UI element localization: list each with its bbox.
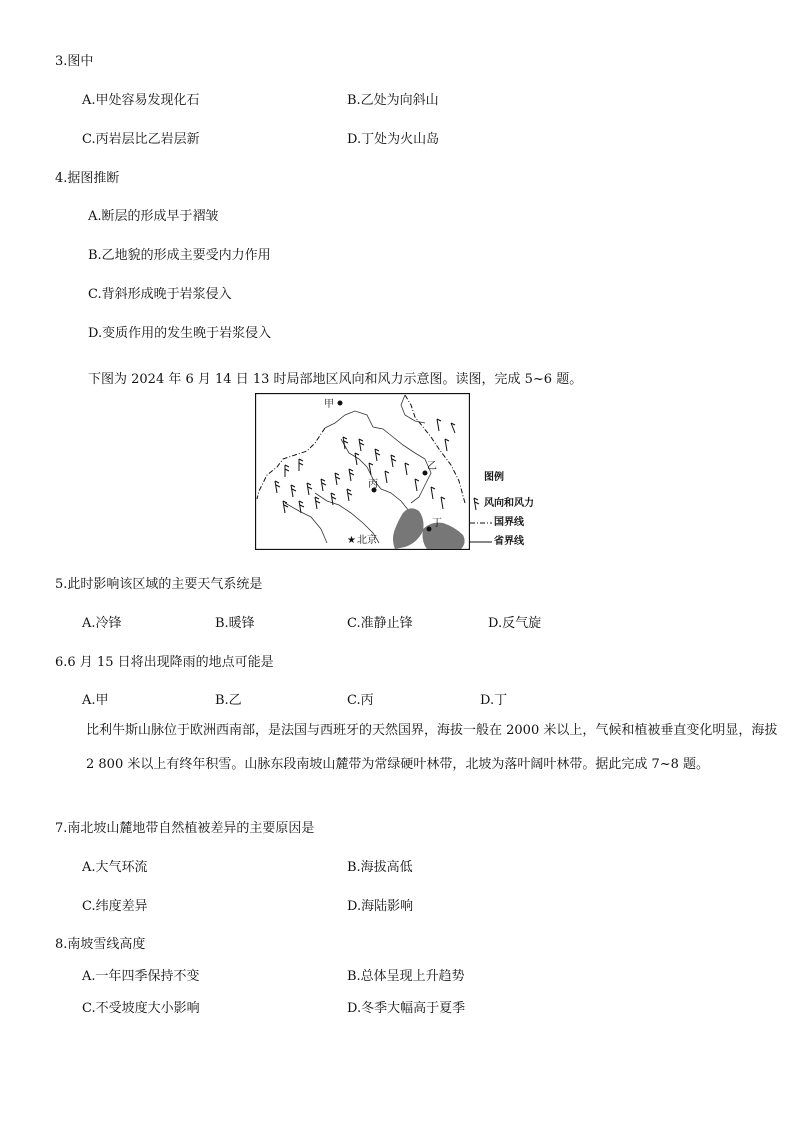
- q7-option-a[interactable]: A.大气环流: [82, 860, 148, 875]
- q3-option-b[interactable]: B.乙处为向斜山: [347, 93, 439, 108]
- q7-stem: 7.南北坡山麓地带自然植被差异的主要原因是: [55, 821, 315, 836]
- legend-wind: 风向和风力: [484, 498, 534, 509]
- legend-symbols: [468, 496, 498, 546]
- intro-7-8: 比利牛斯山脉位于欧洲西南部，是法国与西班牙的天然国界，海拔一般在 2000 米以上，气候和植被垂直变化明显，海拔 2 800 米以上有终年积雪。山脉东段南坡山麓带为常绿硬叶林带，北坡为落叶阔叶林带。据此完成 7~8 题。: [86, 723, 778, 772]
- q6-option-a[interactable]: A.甲: [82, 693, 109, 708]
- beijing-star-icon: ★: [347, 535, 356, 546]
- legend-national: 国界线: [494, 517, 524, 528]
- place-jia-dot: [338, 401, 343, 406]
- wind-map-figure: [255, 393, 470, 550]
- q5-option-d[interactable]: D.反气旋: [488, 616, 542, 631]
- place-jia-label: 甲: [324, 399, 334, 410]
- legend-provincial: 省界线: [494, 536, 524, 547]
- q4-stem: 4.据图推断: [55, 171, 120, 186]
- q6-option-d[interactable]: D.丁: [480, 693, 508, 708]
- place-bing-label: 丙: [368, 479, 378, 490]
- q3-option-a[interactable]: A.甲处容易发现化石: [82, 93, 200, 108]
- legend-wind-icon: [474, 498, 479, 510]
- q5-option-a[interactable]: A.冷锋: [82, 616, 122, 631]
- q8-option-b[interactable]: B.总体呈现上升趋势: [347, 969, 465, 984]
- q6-option-b[interactable]: B.乙: [215, 693, 242, 708]
- q5-stem: 5.此时影响该区域的主要天气系统是: [55, 577, 263, 592]
- q5-option-b[interactable]: B.暖锋: [215, 616, 255, 631]
- q8-option-c[interactable]: C.不受坡度大小影响: [82, 1001, 200, 1016]
- q3-option-c[interactable]: C.丙岩层比乙岩层新: [82, 132, 200, 147]
- q4-option-b[interactable]: B.乙地貌的形成主要受内力作用: [88, 248, 271, 263]
- q7-option-d[interactable]: D.海陆影响: [347, 899, 414, 914]
- q6-option-c[interactable]: C.丙: [347, 693, 374, 708]
- q4-option-a[interactable]: A.断层的形成早于褶皱: [88, 209, 219, 224]
- q7-option-c[interactable]: C.纬度差异: [82, 899, 148, 914]
- q3-option-d[interactable]: D.丁处为火山岛: [347, 132, 440, 147]
- q8-stem: 8.南坡雪线高度: [55, 937, 146, 952]
- q5-option-c[interactable]: C.准静止锋: [347, 616, 413, 631]
- place-ding-label: 丁: [432, 518, 442, 529]
- place-yi-label: 乙: [427, 461, 437, 472]
- q4-option-d[interactable]: D.变质作用的发生晚于岩浆侵入: [88, 326, 272, 341]
- q7-option-b[interactable]: B.海拔高低: [347, 860, 413, 875]
- q4-option-c[interactable]: C.背斜形成晚于岩浆侵入: [88, 287, 232, 302]
- place-ding-dot: [427, 527, 432, 532]
- legend-title: 图例: [484, 472, 504, 483]
- q8-option-d[interactable]: D.冬季大幅高于夏季: [347, 1001, 466, 1016]
- q8-option-a[interactable]: A.一年四季保持不变: [82, 969, 200, 984]
- q6-stem: 6.6 月 15 日将出现降雨的地点可能是: [55, 655, 274, 670]
- beijing-label: 北京: [357, 535, 377, 546]
- intro-5-6: 下图为 2024 年 6 月 14 日 13 时局部地区风向和风力示意图。读图，完成 5~6 题。: [88, 372, 583, 387]
- q3-stem: 3.图中: [55, 54, 94, 69]
